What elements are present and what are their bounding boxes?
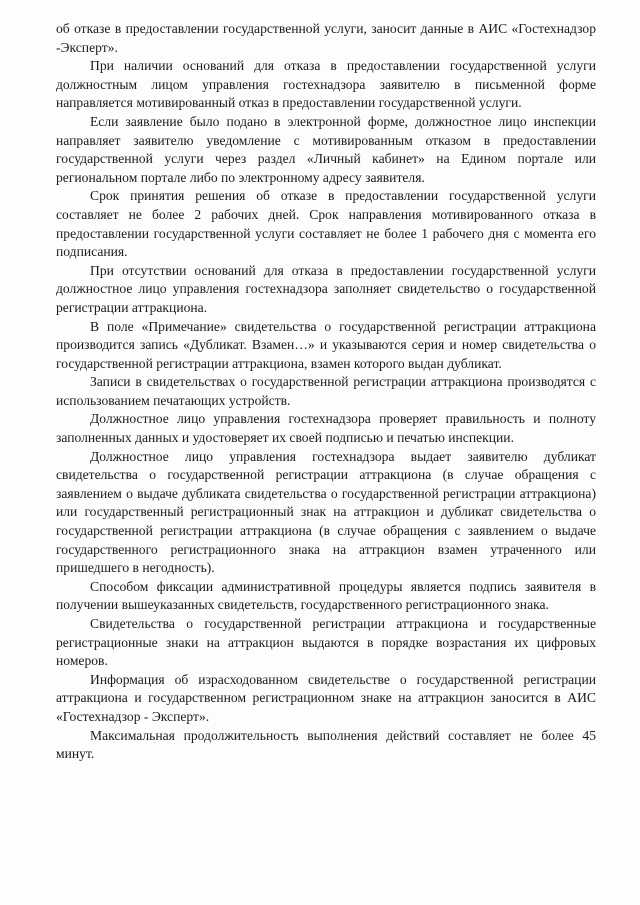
- paragraph: При отсутствии оснований для отказа в предоставлении государственной услуги должностное лицо управления гостехнадзора заполняет свидетельство о государственной регистрации аттракциона.: [56, 262, 596, 315]
- paragraph: При наличии оснований для отказа в предоставлении государственной услуги должностным лицом управления гостехнадзора заявителю в письменной форме направляется мотивированный отказ в предоставлении государственной услуги.: [56, 58, 596, 111]
- document-body: [56, 20, 596, 764]
- paragraph: Свидетельства о государственной регистрации аттракциона и государственные регистрационные знаки на аттракцион выдаются в порядке возрастания их цифровых номеров.: [56, 616, 596, 669]
- paragraph: Максимальная продолжительность выполнения действий составляет не более 45 минут.: [56, 727, 596, 762]
- paragraph: Если заявление было подано в электронной форме, должностное лицо инспекции направляет заявителю уведомление с мотивированным отказом в предоставлении государственной услуги через раздел «Личный кабинет» на Едином портале или региональном портале либо по электронному адресу заявителя.: [56, 113, 596, 185]
- paragraph: Информация об израсходованном свидетельстве о государственной регистрации аттракциона и государственном регистрационном знаке на аттракцион заносится в АИС «Гостехнадзор - Эксперт».: [56, 671, 596, 724]
- paragraph: об отказе в предоставлении государственной услуги, заносит данные в АИС «Гостехнадзор -Эксперт».: [56, 21, 596, 55]
- paragraph: Должностное лицо управления гостехнадзора выдает заявителю дубликат свидетельства о государственной регистрации аттракциона (в случае обращения с заявлением о выдаче дубликата свидетельства о государственной регистрации аттракциона) или государственный регистрационный знак на аттракцион и дубликат свидетельства о государственной регистрации аттракциона (в случае обращения с заявлением о выдаче государственного регистрационного знака на аттракцион взамен утраченного или пришедшего в негодность).: [56, 448, 596, 576]
- paragraph: Способом фиксации административной процедуры является подпись заявителя в получении вышеуказанных свидетельств, государственного регистрационного знака.: [56, 578, 596, 613]
- paragraph: В поле «Примечание» свидетельства о государственной регистрации аттракциона производится запись «Дубликат. Взамен…» и указываются серия и номер свидетельства о государственной регистрации аттракциона, взамен которого выдан дубликат.: [56, 318, 596, 371]
- paragraph: Срок принятия решения об отказе в предоставлении государственной услуги составляет не более 2 рабочих дней. Срок направления мотивированного отказа в предоставлении государственной услуги составляет не более 1 рабочего дня с момента его подписания.: [56, 188, 596, 260]
- paragraph: Должностное лицо управления гостехнадзора проверяет правильность и полноту заполненных данных и удостоверяет их своей подписью и печатью инспекции.: [56, 411, 596, 446]
- paragraph: Записи в свидетельствах о государственной регистрации аттракциона производятся с использованием печатающих устройств.: [56, 374, 596, 408]
